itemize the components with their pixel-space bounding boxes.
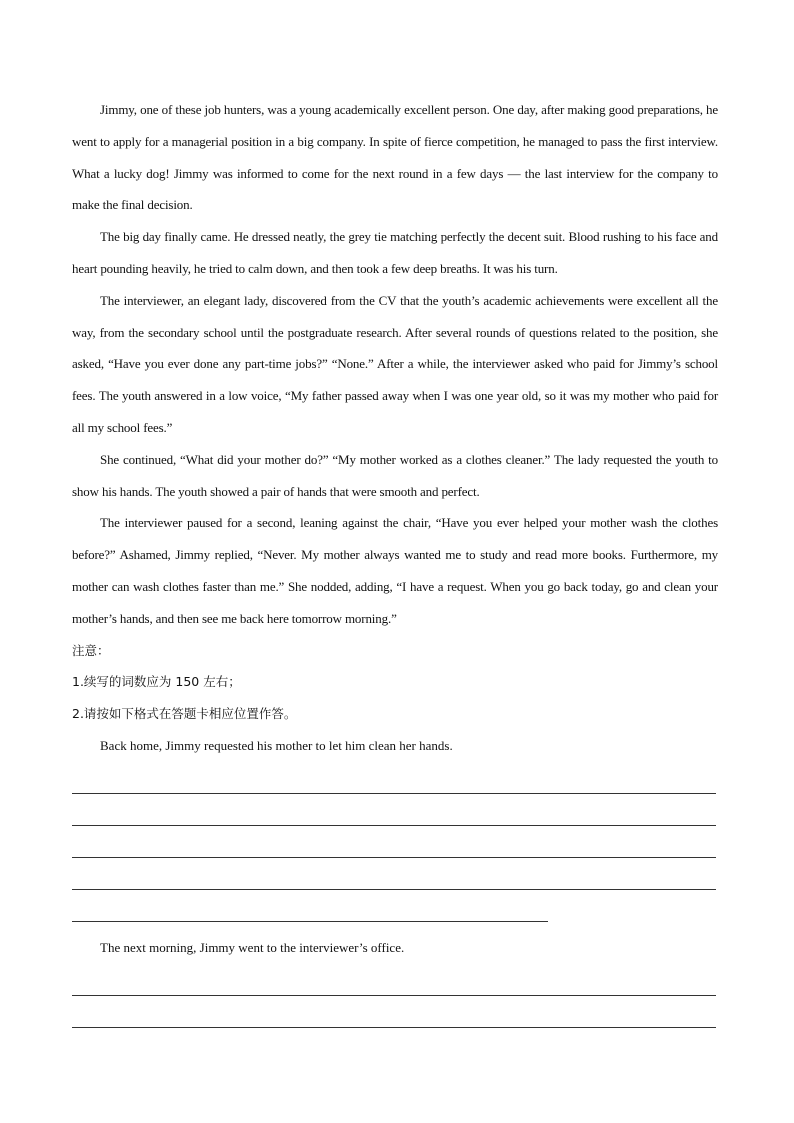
story-paragraph-4: She continued, “What did your mother do?” “My mother worked as a clothes cleaner.” The lady requested the youth to show his hands. The youth showed a pair of hands that were smooth and perfect. xyxy=(72,451,718,499)
continuation-prompt-2: The next morning, Jimmy went to the interviewer’s office. xyxy=(100,939,405,955)
story-paragraph-1: Jimmy, one of these job hunters, was a young academically excellent person. One day, after making good preparations, he went to apply for a managerial position in a big company. In spite of fierce competition, he managed to pass the first interview. What a lucky dog! Jimmy was informed to come for the next round in a few days — the last interview for the company to make the final decision. xyxy=(72,102,718,213)
writing-line[interactable] xyxy=(72,964,716,996)
notes-title: 注意： xyxy=(72,642,110,658)
story-paragraph-3: The interviewer, an elegant lady, discovered from the CV that the youth’s academic achievements were excellent all the way, from the secondary school until the postgraduate research. After several rounds of questions related to the position, she asked, “Have you ever done any part-time jobs?” “None.” After a while, the interviewer asked who paid for Jimmy’s school fees. The youth answered in a low voice, “My father passed away when I was one year old, so it was my mother who paid for all my school fees.” xyxy=(72,292,718,435)
writing-line[interactable] xyxy=(72,996,716,1028)
writing-line-short[interactable] xyxy=(72,890,548,922)
continuation-prompt-1: Back home, Jimmy requested his mother to let him clean her hands. xyxy=(100,737,453,753)
writing-lines-section-1 xyxy=(72,762,718,922)
writing-lines-section-2 xyxy=(72,964,718,1028)
story-paragraph-2: The big day finally came. He dressed neatly, the grey tie matching perfectly the decent suit. Blood rushing to his face and heart pounding heavily, he tried to calm down, and then took a few deep breaths. It was his turn. xyxy=(72,229,718,276)
note-answer-format: 2.请按如下格式在答题卡相应位置作答。 xyxy=(72,706,297,722)
writing-line[interactable] xyxy=(72,826,716,858)
writing-line[interactable] xyxy=(72,858,716,890)
writing-line[interactable] xyxy=(72,762,716,794)
writing-line[interactable] xyxy=(72,794,716,826)
document-page xyxy=(72,94,718,1028)
story-paragraph-5: The interviewer paused for a second, leaning against the chair, “Have you ever helped your mother wash the clothes before?” Ashamed, Jimmy replied, “Never. My mother always wanted me to study and read more books. Furthermore, my mother can wash clothes faster than me.” She nodded, adding, “I have a request. When you go back today, go and clean your mother’s hands, and then see me back here tomorrow morning.” xyxy=(72,515,718,626)
note-word-count: 1.续写的词数应为 150 左右； xyxy=(72,674,241,690)
